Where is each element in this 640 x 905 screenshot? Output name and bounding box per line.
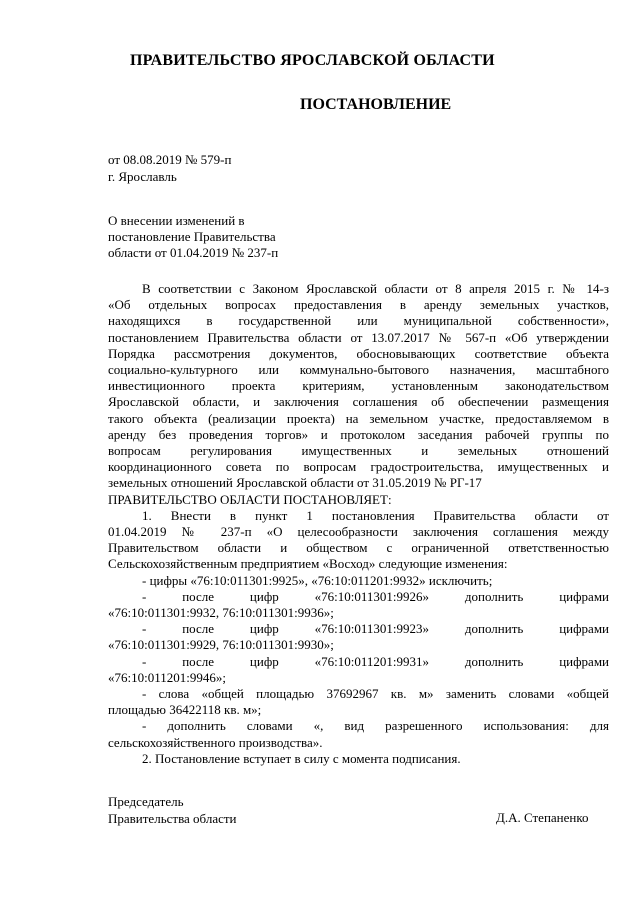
subject-line: области от 01.04.2019 № 237-п bbox=[108, 245, 279, 260]
preamble-line: постановлением Правительства области от 13.07.2017 № 567-п «Об утверждении bbox=[108, 329, 609, 345]
document-date-number: от 08.08.2019 № 579-п bbox=[108, 152, 232, 167]
item1-line: 01.04.2019 № 237-п «О целесообразности заключения соглашения между bbox=[108, 524, 609, 540]
document-type-title: ПОСТАНОВЛЕНИЕ bbox=[300, 96, 452, 113]
change-item: - слова «общей площадью 37692967 кв. м» заменить словами «общей bbox=[142, 686, 609, 702]
preamble-line: координационного совета по вопросам градостроительства, имущественных и bbox=[108, 459, 609, 475]
change-item: «76:10:011301:9929, 76:10:011301:9930»; bbox=[108, 637, 334, 653]
change-item: «76:10:011201:9946»; bbox=[108, 669, 226, 685]
resolves-line: ПРАВИТЕЛЬСТВО ОБЛАСТИ ПОСТАНОВЛЯЕТ: bbox=[108, 491, 392, 507]
preamble-line: социально-культурного или коммунально-бытового назначения, масштабного bbox=[108, 362, 609, 378]
signature-position bbox=[108, 793, 237, 827]
subject-line: О внесении изменений в bbox=[108, 213, 245, 228]
document-body bbox=[108, 281, 609, 767]
change-item: «76:10:011301:9932, 76:10:011301:9936»; bbox=[108, 605, 334, 621]
item1-line: Сельскохозяйственным предприятием «Восход» следующие изменения: bbox=[108, 556, 508, 572]
item1-line: Правительством области и обществом с ограниченной ответственностью bbox=[108, 540, 609, 556]
preamble-line: находящихся в государственной или муниципальной собственности», bbox=[108, 313, 609, 329]
preamble-line: Ярославской области, и заключения соглашения об обеспечении размещения bbox=[108, 394, 609, 410]
preamble-line: инвестиционного проекта критериям, установленным законодательством bbox=[108, 378, 609, 394]
item2-line: 2. Постановление вступает в силу с момента подписания. bbox=[142, 750, 461, 766]
subject-line: постановление Правительства bbox=[108, 229, 276, 244]
preamble-line: В соответствии с Законом Ярославской области от 8 апреля 2015 г. № 14-з bbox=[142, 281, 609, 296]
item1-line: 1. Внести в пункт 1 постановления Правительства области от bbox=[142, 507, 609, 523]
preamble-line: такого объекта (реализации проекта) на земельном участке, предоставляемом в bbox=[108, 410, 609, 426]
signature-position-line: Председатель bbox=[108, 794, 184, 809]
preamble-line: земельных отношений Ярославской области от 31.05.2019 № РГ-17 bbox=[108, 475, 482, 491]
change-item: - после цифр «76:10:011201:9931» дополнить цифрами bbox=[142, 653, 609, 669]
change-item: - дополнить словами «, вид разрешенного использования: для bbox=[142, 718, 609, 734]
preamble-line: «Об отдельных вопросах предоставления в аренду земельных участков, bbox=[108, 297, 609, 313]
change-item: площадью 36422118 кв. м»; bbox=[108, 702, 262, 718]
change-item: - цифры «76:10:011301:9925», «76:10:011201:9932» исключить; bbox=[142, 572, 493, 588]
change-item: - после цифр «76:10:011301:9923» дополнить цифрами bbox=[142, 621, 609, 637]
signature-position-line: Правительства области bbox=[108, 811, 237, 826]
preamble-line: вопросам регулирования имущественных и земельных отношений bbox=[108, 443, 609, 459]
document-city: г. Ярославль bbox=[108, 169, 177, 184]
government-title: ПРАВИТЕЛЬСТВО ЯРОСЛАВСКОЙ ОБЛАСТИ bbox=[130, 52, 495, 69]
change-item: сельскохозяйственного производства». bbox=[108, 734, 323, 750]
preamble-line: аренду без проведения торгов» и протоколом заседания рабочей группы по bbox=[108, 426, 609, 442]
signature-name: Д.А. Степаненко bbox=[496, 810, 589, 825]
document-subject bbox=[108, 213, 278, 261]
change-item: - после цифр «76:10:011301:9926» дополнить цифрами bbox=[142, 588, 609, 604]
preamble-line: Порядка рассмотрения документов, обосновывающих соответствие объекта bbox=[108, 345, 609, 361]
